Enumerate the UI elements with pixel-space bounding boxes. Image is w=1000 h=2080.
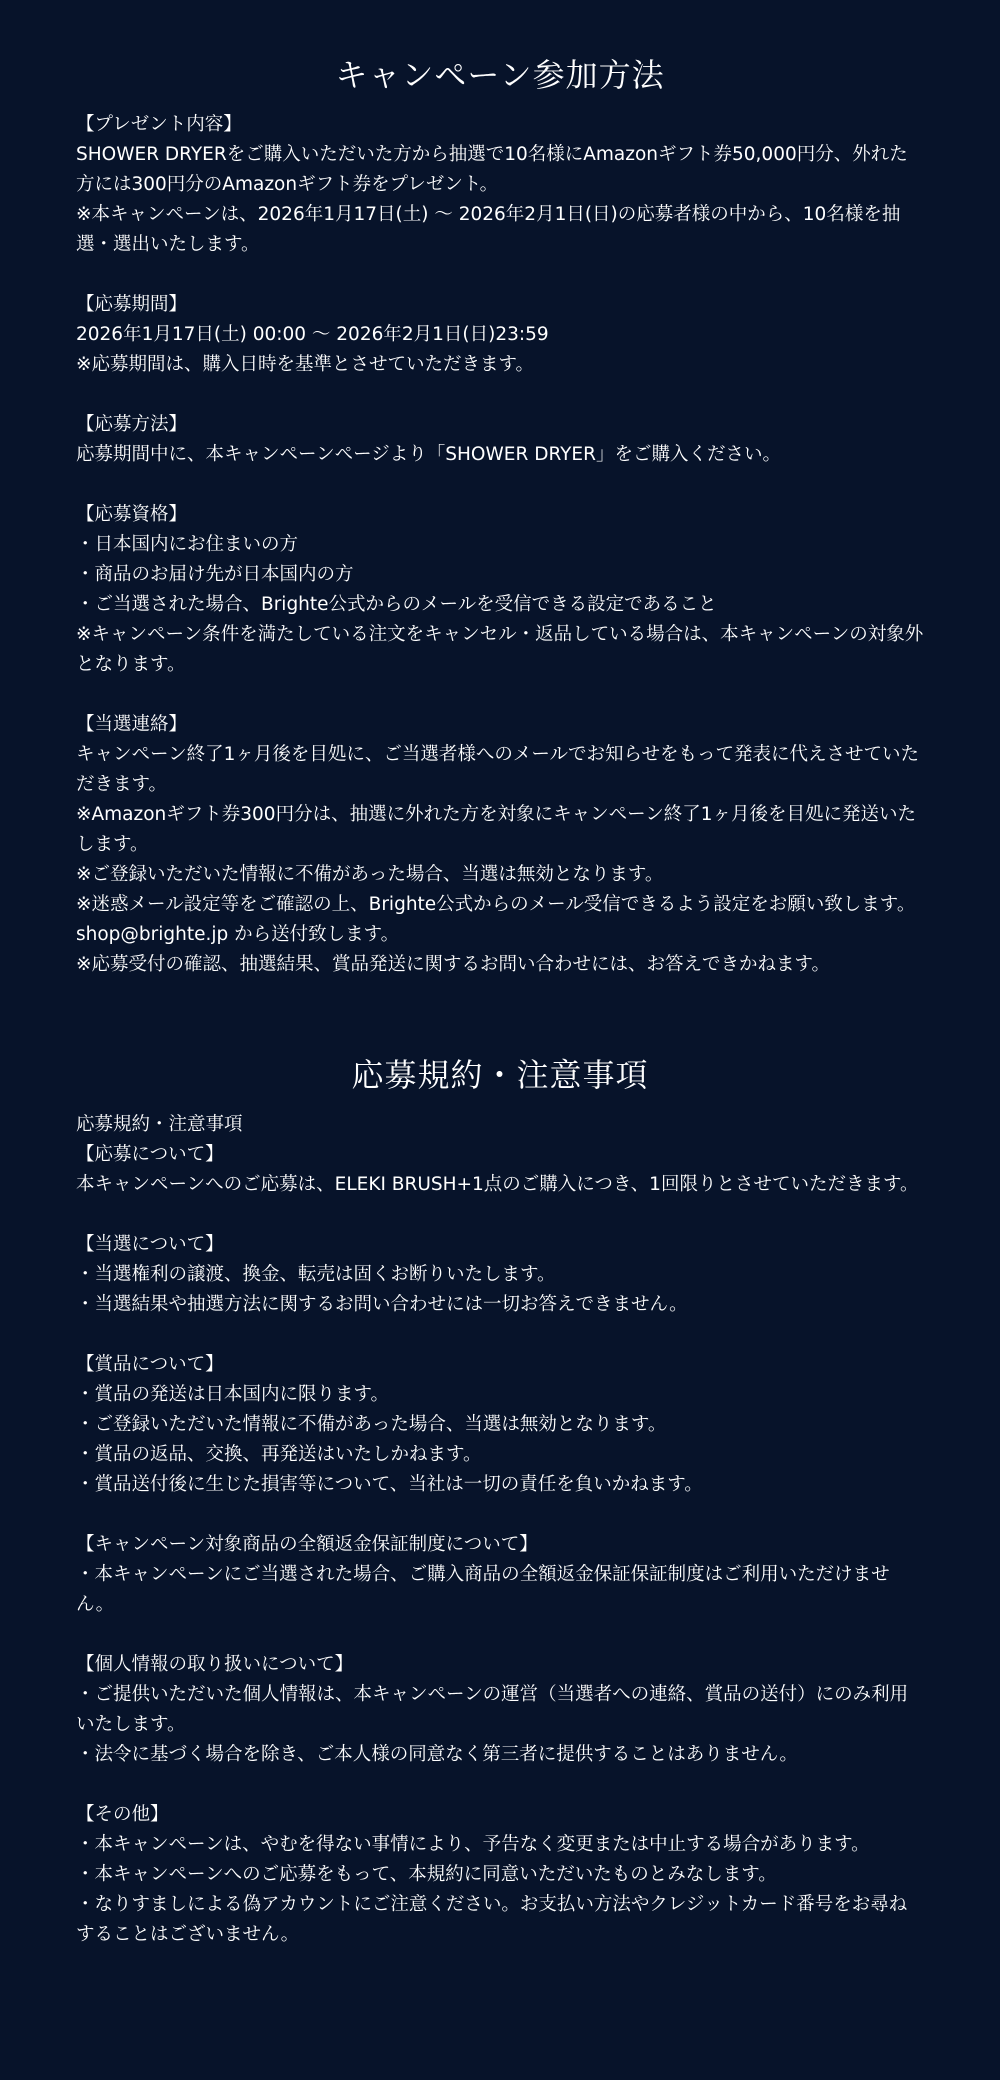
terms-line: 本キャンペーンへのご応募は、ELEKI BRUSH+1点のご購入につき、1回限りとさせていただきます。	[76, 1174, 919, 1195]
terms-line: ・本キャンペーンは、やむを得ない事情により、予告なく変更または中止する場合があります。	[76, 1834, 870, 1855]
campaign-body	[76, 110, 924, 980]
terms-line: 【当選について】	[76, 1234, 224, 1255]
campaign-line: 【プレゼント内容】	[76, 114, 242, 135]
campaign-title: キャンペーン参加方法	[335, 56, 665, 94]
terms-line: 【その他】	[76, 1804, 169, 1825]
terms-line: 【賞品について】	[76, 1354, 224, 1375]
terms-body	[76, 1110, 924, 1950]
terms-line: ・ご提供いただいた個人情報は、本キャンペーンの運営（当選者への連絡、賞品の送付）にのみ利用いたします。	[76, 1684, 909, 1735]
campaign-line: 【応募資格】	[76, 504, 188, 525]
terms-line: ・賞品送付後に生じた損害等について、当社は一切の責任を負いかねます。	[76, 1474, 703, 1495]
terms-line	[76, 1320, 924, 1350]
campaign-line: 応募期間中に、本キャンペーンページより「SHOWER DRYER」をご購入ください。	[76, 444, 781, 465]
terms-line	[76, 1200, 924, 1230]
terms-line: ・本キャンペーンにご当選された場合、ご購入商品の全額返金保証保証制度はご利用いただけません。	[76, 1564, 890, 1615]
terms-line: 【個人情報の取り扱いについて】	[76, 1654, 354, 1675]
terms-line	[76, 1770, 924, 1800]
campaign-line	[76, 680, 924, 710]
terms-line: ・法令に基づく場合を除き、ご本人様の同意なく第三者に提供することはありません。	[76, 1744, 798, 1765]
campaign-line: ※ご登録いただいた情報に不備があった場合、当選は無効となります。	[76, 864, 664, 885]
campaign-line: ・日本国内にお住まいの方	[76, 534, 299, 555]
terms-line: 【キャンペーン対象商品の全額返金保証制度について】	[76, 1534, 538, 1555]
terms-line: ・なりすましによる偽アカウントにご注意ください。お支払い方法やクレジットカード番号をお尋ねすることはございません。	[76, 1894, 908, 1945]
campaign-line: ・ご当選された場合、Brighte公式からのメールを受信できる設定であること	[76, 594, 717, 615]
terms-line: ・本キャンペーンへのご応募をもって、本規約に同意いただいたものとみなします。	[76, 1864, 777, 1885]
terms-line: ・賞品の発送は日本国内に限ります。	[76, 1384, 390, 1405]
campaign-line: 2026年1月17日(土) 00:00 〜 2026年2月1日(日)23:59	[76, 324, 549, 345]
campaign-line: ※応募受付の確認、抽選結果、賞品発送に関するお問い合わせには、お答えできかねます。	[76, 954, 831, 975]
campaign-line: ※迷惑メール設定等をご確認の上、Brighte公式からのメール受信できるよう設定をお願い致します。shop@brighte.jp から送付致します。	[76, 894, 916, 945]
campaign-line: 【応募期間】	[76, 294, 188, 315]
campaign-line: キャンペーン終了1ヶ月後を目処に、ご当選者様へのメールでお知らせをもって発表に代えさせていただきます。	[76, 744, 919, 795]
terms-line: ・賞品の返品、交換、再発送はいたしかねます。	[76, 1444, 482, 1465]
campaign-line: ※キャンペーン条件を満たしている注文をキャンセル・返品している場合は、本キャンペーンの対象外となります。	[76, 624, 924, 675]
campaign-line	[76, 380, 924, 410]
campaign-line	[76, 260, 924, 290]
campaign-line: 【応募方法】	[76, 414, 188, 435]
terms-line: ・当選結果や抽選方法に関するお問い合わせには一切お答えできません。	[76, 1294, 688, 1315]
terms-line: 【応募について】	[76, 1144, 224, 1165]
campaign-line	[76, 470, 924, 500]
terms-line	[76, 1620, 924, 1650]
campaign-line: 【当選連絡】	[76, 714, 188, 735]
terms-line	[76, 1500, 924, 1530]
terms-line: ・ご登録いただいた情報に不備があった場合、当選は無効となります。	[76, 1414, 667, 1435]
terms-line: 応募規約・注意事項	[76, 1114, 243, 1135]
campaign-line: ・商品のお届け先が日本国内の方	[76, 564, 354, 585]
terms-line: ・当選権利の譲渡、換金、転売は固くお断りいたします。	[76, 1264, 556, 1285]
campaign-line: ※Amazonギフト券300円分は、抽選に外れた方を対象にキャンペーン終了1ヶ月後を目処に発送いたします。	[76, 804, 916, 855]
campaign-line: SHOWER DRYERをご購入いただいた方から抽選で10名様にAmazonギフト券50,000円分、外れた方には300円分のAmazonギフト券をプレゼント。	[76, 144, 908, 195]
terms-title: 応募規約・注意事項	[351, 1056, 649, 1094]
campaign-line: ※本キャンペーンは、2026年1月17日(土) 〜 2026年2月1日(日)の応募者様の中から、10名様を抽選・選出いたします。	[76, 204, 901, 255]
campaign-line: ※応募期間は、購入日時を基準とさせていただきます。	[76, 354, 535, 375]
